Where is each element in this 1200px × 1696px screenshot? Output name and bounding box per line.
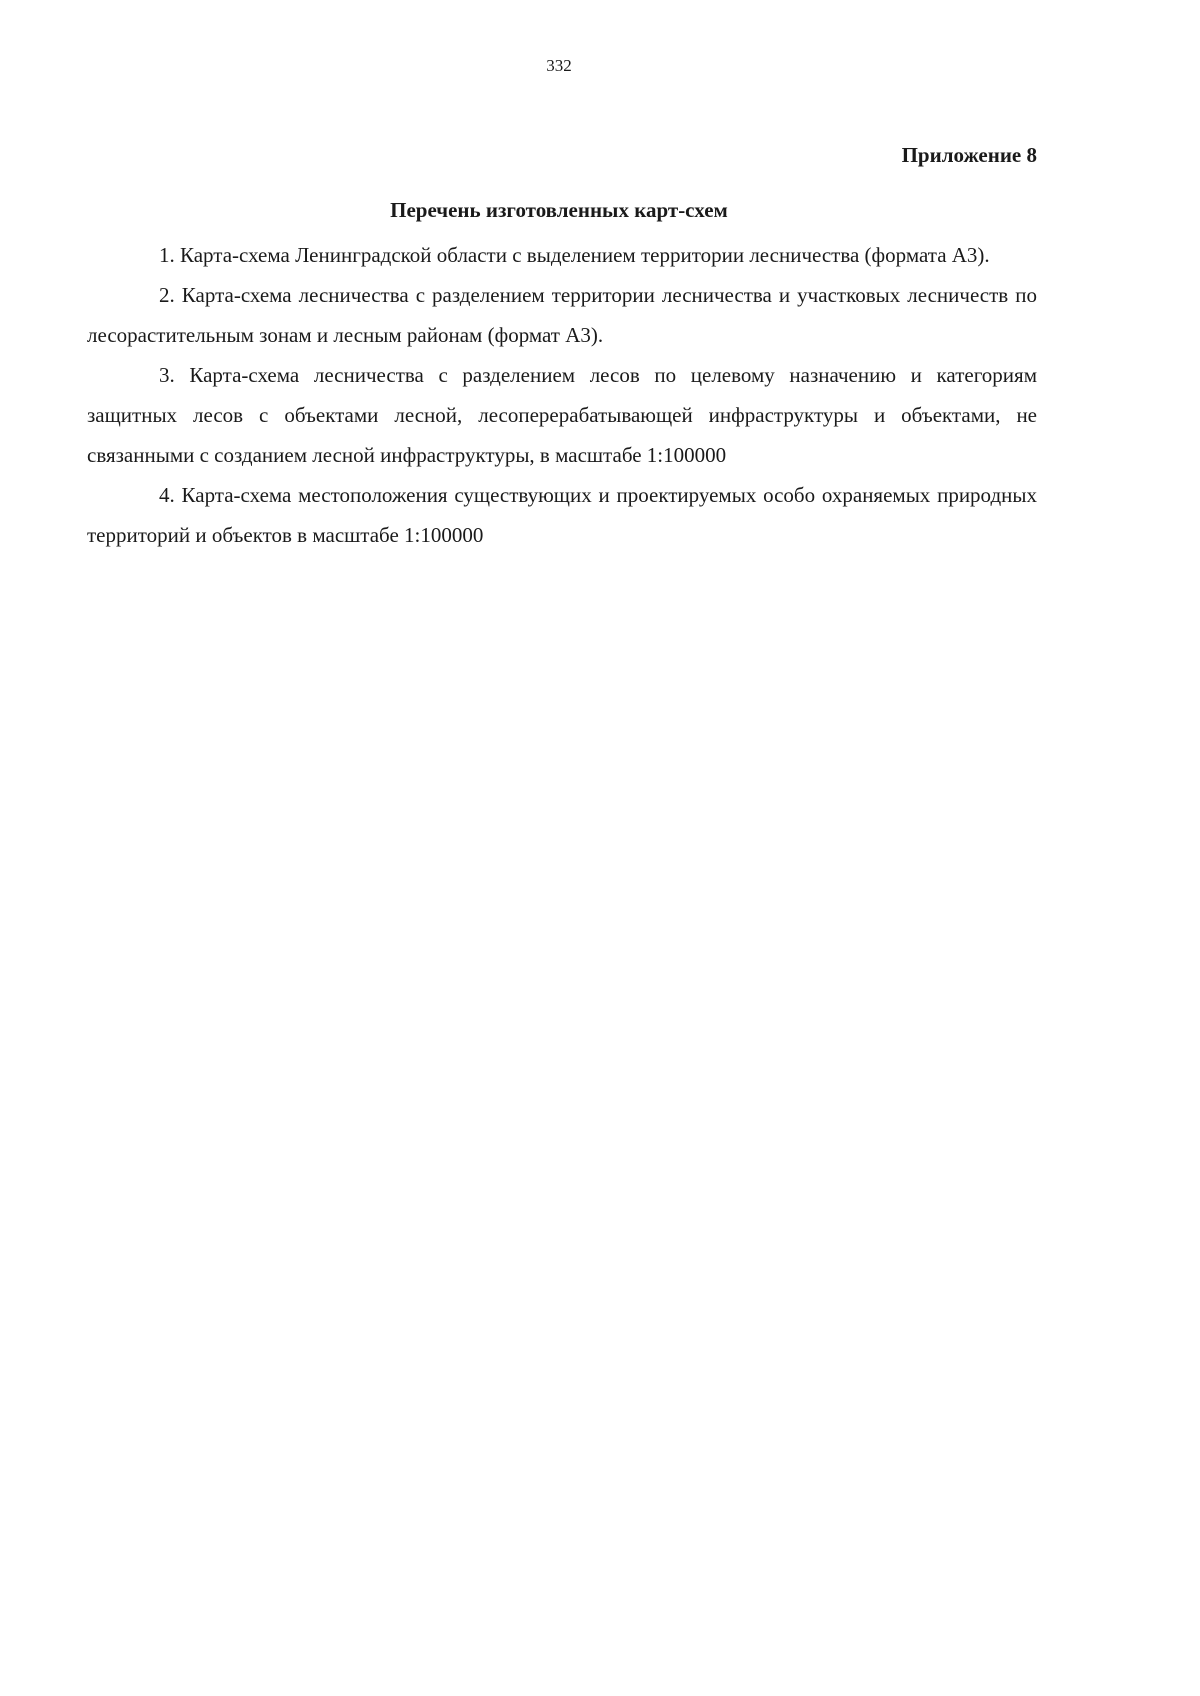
list-item: 4. Карта-схема местоположения существующих и проектируемых особо охраняемых природных территорий и объектов в масштабе 1:100000 [87, 483, 1037, 547]
appendix-label: Приложение 8 [901, 143, 1037, 167]
list-item: 1. Карта-схема Ленинградской области с выделением территории лесничества (формата А3). [159, 243, 990, 267]
document-title: Перечень изготовленных карт-схем [390, 198, 728, 222]
list-item: 3. Карта-схема лесничества с разделением лесов по целевому назначению и категориям защитных лесов с объектами лесной, лесоперерабатывающей инфраструктуры и объектами, не связанными с созданием лесной инфраструктуры, в масштабе 1:100000 [87, 363, 1037, 467]
map-list [87, 235, 1037, 555]
list-item: 2. Карта-схема лесничества с разделением территории лесничества и участковых лесничеств по лесорастительным зонам и лесным районам (формат А3). [87, 283, 1037, 347]
page-number: 332 [546, 56, 572, 75]
